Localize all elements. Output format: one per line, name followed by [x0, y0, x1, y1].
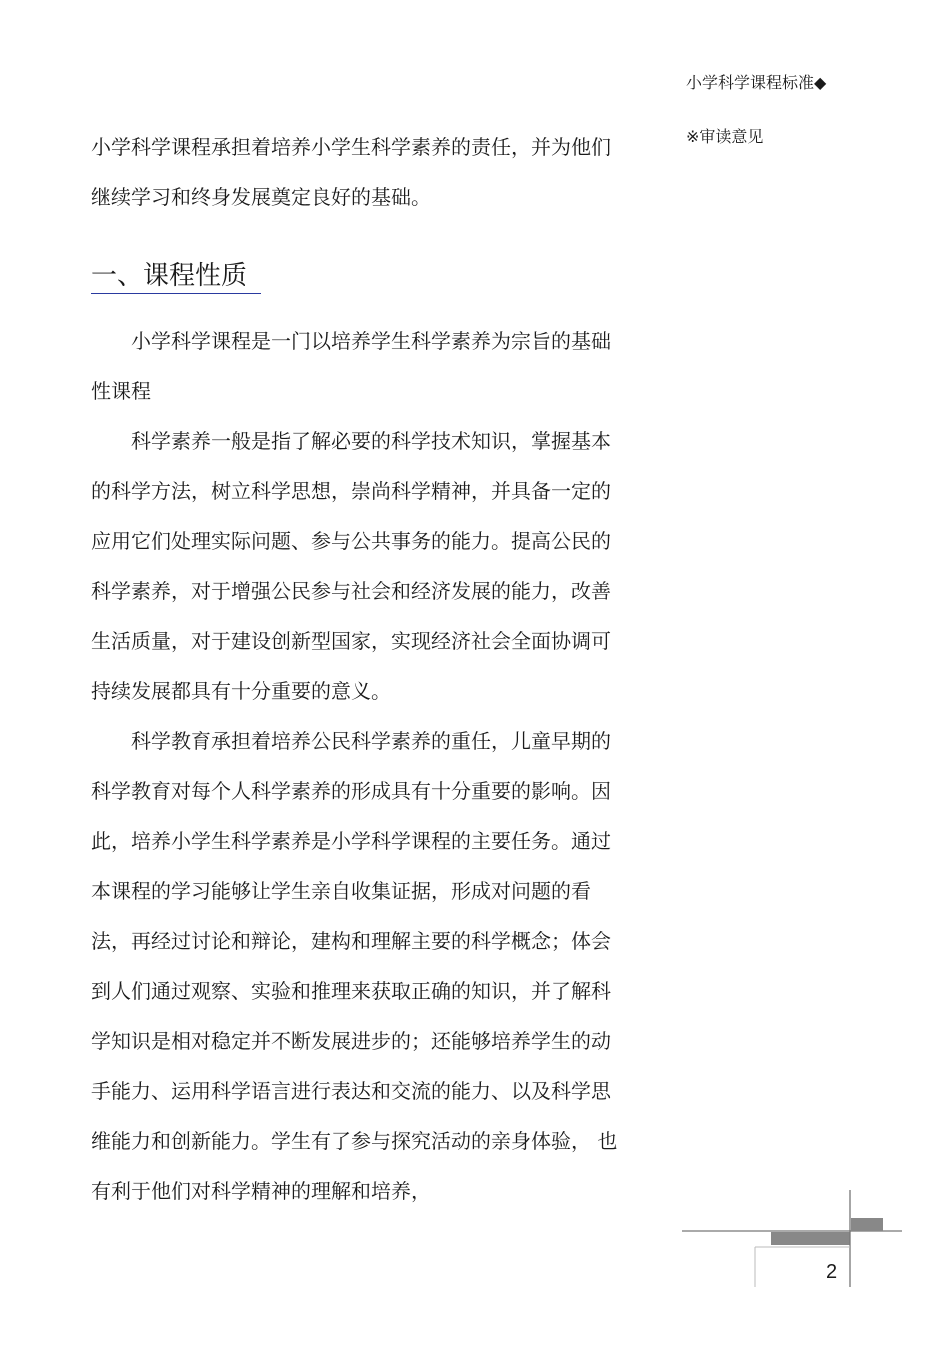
page-number: 2	[826, 1261, 838, 1283]
review-note: ※审读意见	[686, 127, 764, 146]
running-header: 小学科学课程标准◆	[686, 73, 827, 92]
footer-bar-right	[851, 1218, 883, 1231]
main-text-column	[91, 122, 621, 1216]
footer-bar-left	[771, 1232, 850, 1245]
paragraph-1: 小学科学课程是一门以培养学生科学素养为宗旨的基础性课程	[91, 329, 611, 403]
section-heading: 一、课程性质	[91, 259, 261, 294]
paragraph-3: 科学教育承担着培养公民科学素养的重任，儿童早期的科学教育对每个人科学素养的形成具有十分重要的影响。因此，培养小学生科学素养是小学科学课程的主要任务。通过本课程的学习能够让学生亲自收集证据，形成对问题的看法，再经过讨论和辩论，建构和理解主要的科学概念；体会到人们通过观察、实验和推理来获取正确的知识，并了解科学知识是相对稳定并不断发展进步的；还能够培养学生的动手能力、运用科学语言进行表达和交流的能力、以及科学思维能力和创新能力。学生有了参与探究活动的亲身体验， 也有利于他们对科学精神的理解和培养，	[91, 729, 618, 1203]
paragraph-2: 科学素养一般是指了解必要的科学技术知识，掌握基本的科学方法，树立科学思想，崇尚科学精神，并具备一定的应用它们处理实际问题、参与公共事务的能力。提高公民的科学素养，对于增强公民参与社会和经济发展的能力，改善生活质量，对于建设创新型国家，实现经济社会全面协调可持续发展都具有十分重要的意义。	[91, 429, 611, 703]
intro-paragraph: 小学科学课程承担着培养小学生科学素养的责任，并为他们继续学习和终身发展奠定良好的基础。	[91, 135, 611, 209]
